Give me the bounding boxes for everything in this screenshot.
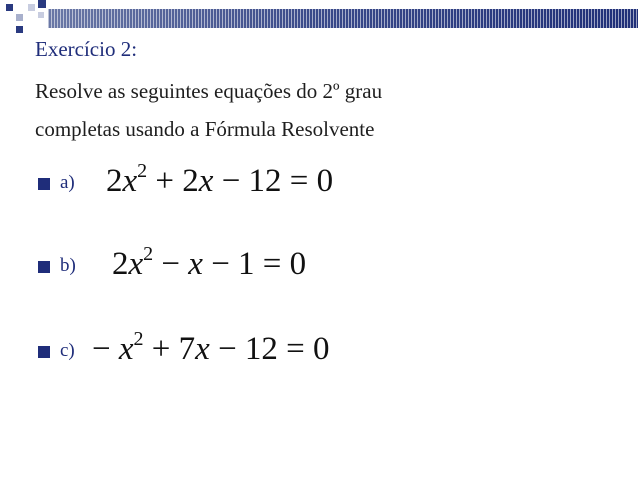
bullet-icon	[38, 178, 50, 190]
instruction-line-2: completas usando a Fórmula Resolvente	[35, 117, 375, 141]
bullet-icon	[38, 346, 50, 358]
bullet-icon	[38, 261, 50, 273]
equation-c: − $x^2 + 7x - 12 = 0$	[92, 328, 330, 367]
item-label-c: c)	[60, 340, 75, 361]
equation-a: $2x^2 + 2x - 12 = 0$	[106, 160, 334, 199]
item-label-b: b)	[60, 255, 76, 276]
instruction-line-1: Resolve as seguintes equações do 2º grau	[35, 79, 383, 103]
slide-title: Exercício 2:	[35, 37, 138, 61]
item-label-a: a)	[60, 172, 75, 193]
equation-b: $2x^2 - x - 1 = 0$	[112, 243, 307, 282]
corner-decoration	[0, 0, 50, 40]
header-banner	[48, 9, 638, 28]
